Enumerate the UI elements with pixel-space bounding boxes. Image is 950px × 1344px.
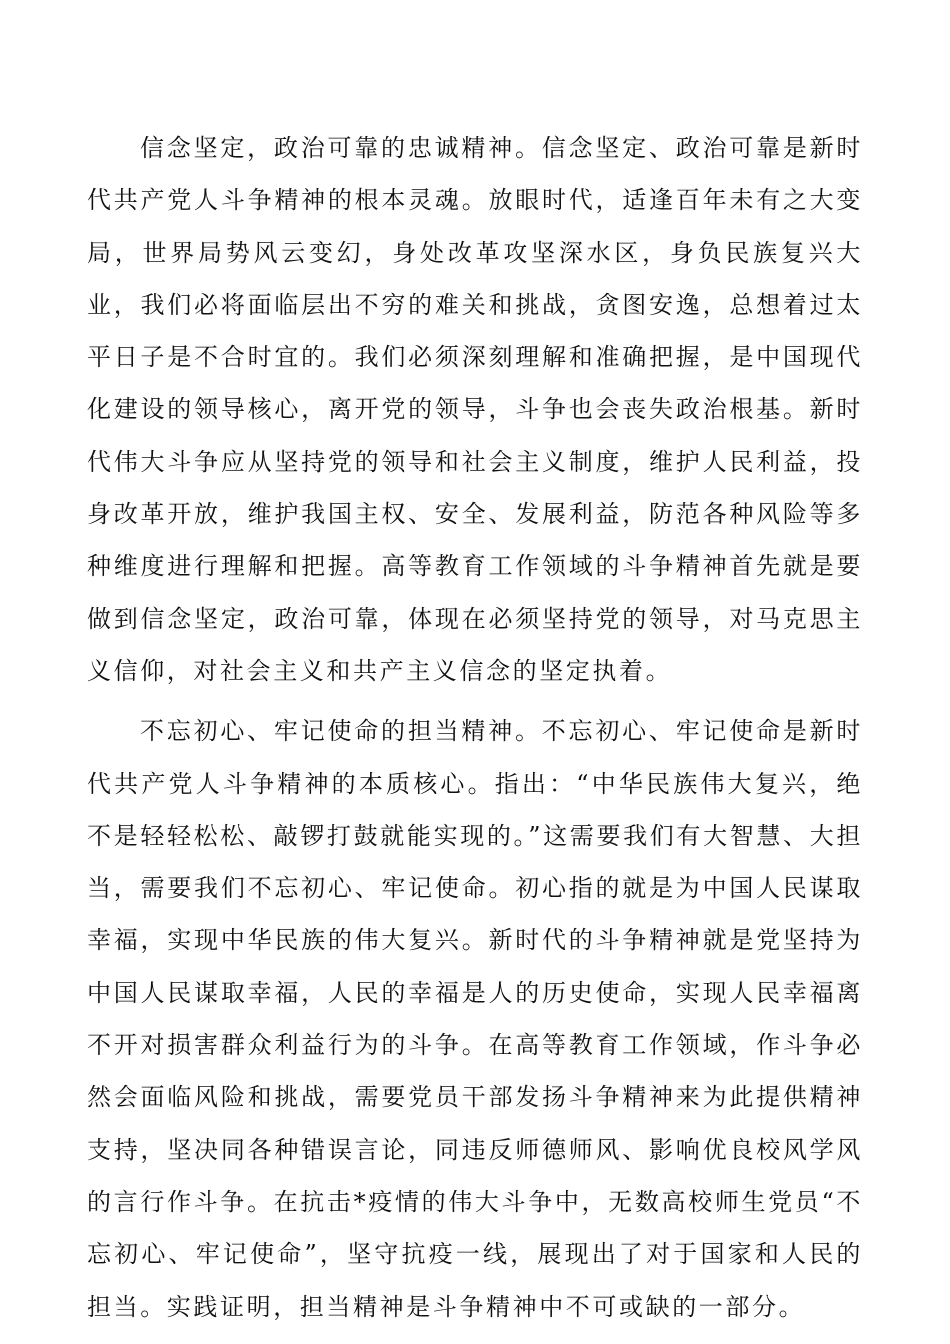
document-page <box>87 122 863 1333</box>
paragraph-responsibility-spirit: 不忘初心、牢记使命的担当精神。不忘初心、牢记使命是新时代共产党人斗争精神的本质核心。指出：“中华民族伟大复兴，绝不是轻轻松松、敲锣打鼓就能实现的。”这需要我们有大智慧、大担当，需要我们不忘初心、牢记使命。初心指的就是为中国人民谋取幸福，实现中华民族的伟大复兴。新时代的斗争精神就是党坚持为中国人民谋取幸福，人民的幸福是人的历史使命，实现人民幸福离不开对损害群众利益行为的斗争。在高等教育工作领域，作斗争必然会面临风险和挑战，需要党员干部发扬斗争精神来为此提供精神支持，坚决同各种错误言论，同违反师德师风、影响优良校风学风的言行作斗争。在抗击*疫情的伟大斗争中，无数高校师生党员“不忘初心、牢记使命”，坚守抗疫一线，展现出了对于国家和人民的担当。实践证明，担当精神是斗争精神中不可或缺的一部分。 <box>87 717 863 1321</box>
paragraph-loyalty-spirit: 信念坚定，政治可靠的忠诚精神。信念坚定、政治可靠是新时代共产党人斗争精神的根本灵魂。放眼时代，适逢百年未有之大变局，世界局势风云变幻，身处改革攻坚深水区，身负民族复兴大业，我们必将面临层出不穷的难关和挑战，贪图安逸，总想着过太平日子是不合时宜的。我们必须深刻理解和准确把握，是中国现代化建设的领导核心，离开党的领导，斗争也会丧失政治根基。新时代伟大斗争应从坚持党的领导和社会主义制度，维护人民利益，投身改革开放，维护我国主权、安全、发展利益，防范各种风险等多种维度进行理解和把握。高等教育工作领域的斗争精神首先就是要做到信念坚定，政治可靠，体现在必须坚持党的领导，对马克思主义信仰，对社会主义和共产主义信念的坚定执着。 <box>87 134 863 685</box>
